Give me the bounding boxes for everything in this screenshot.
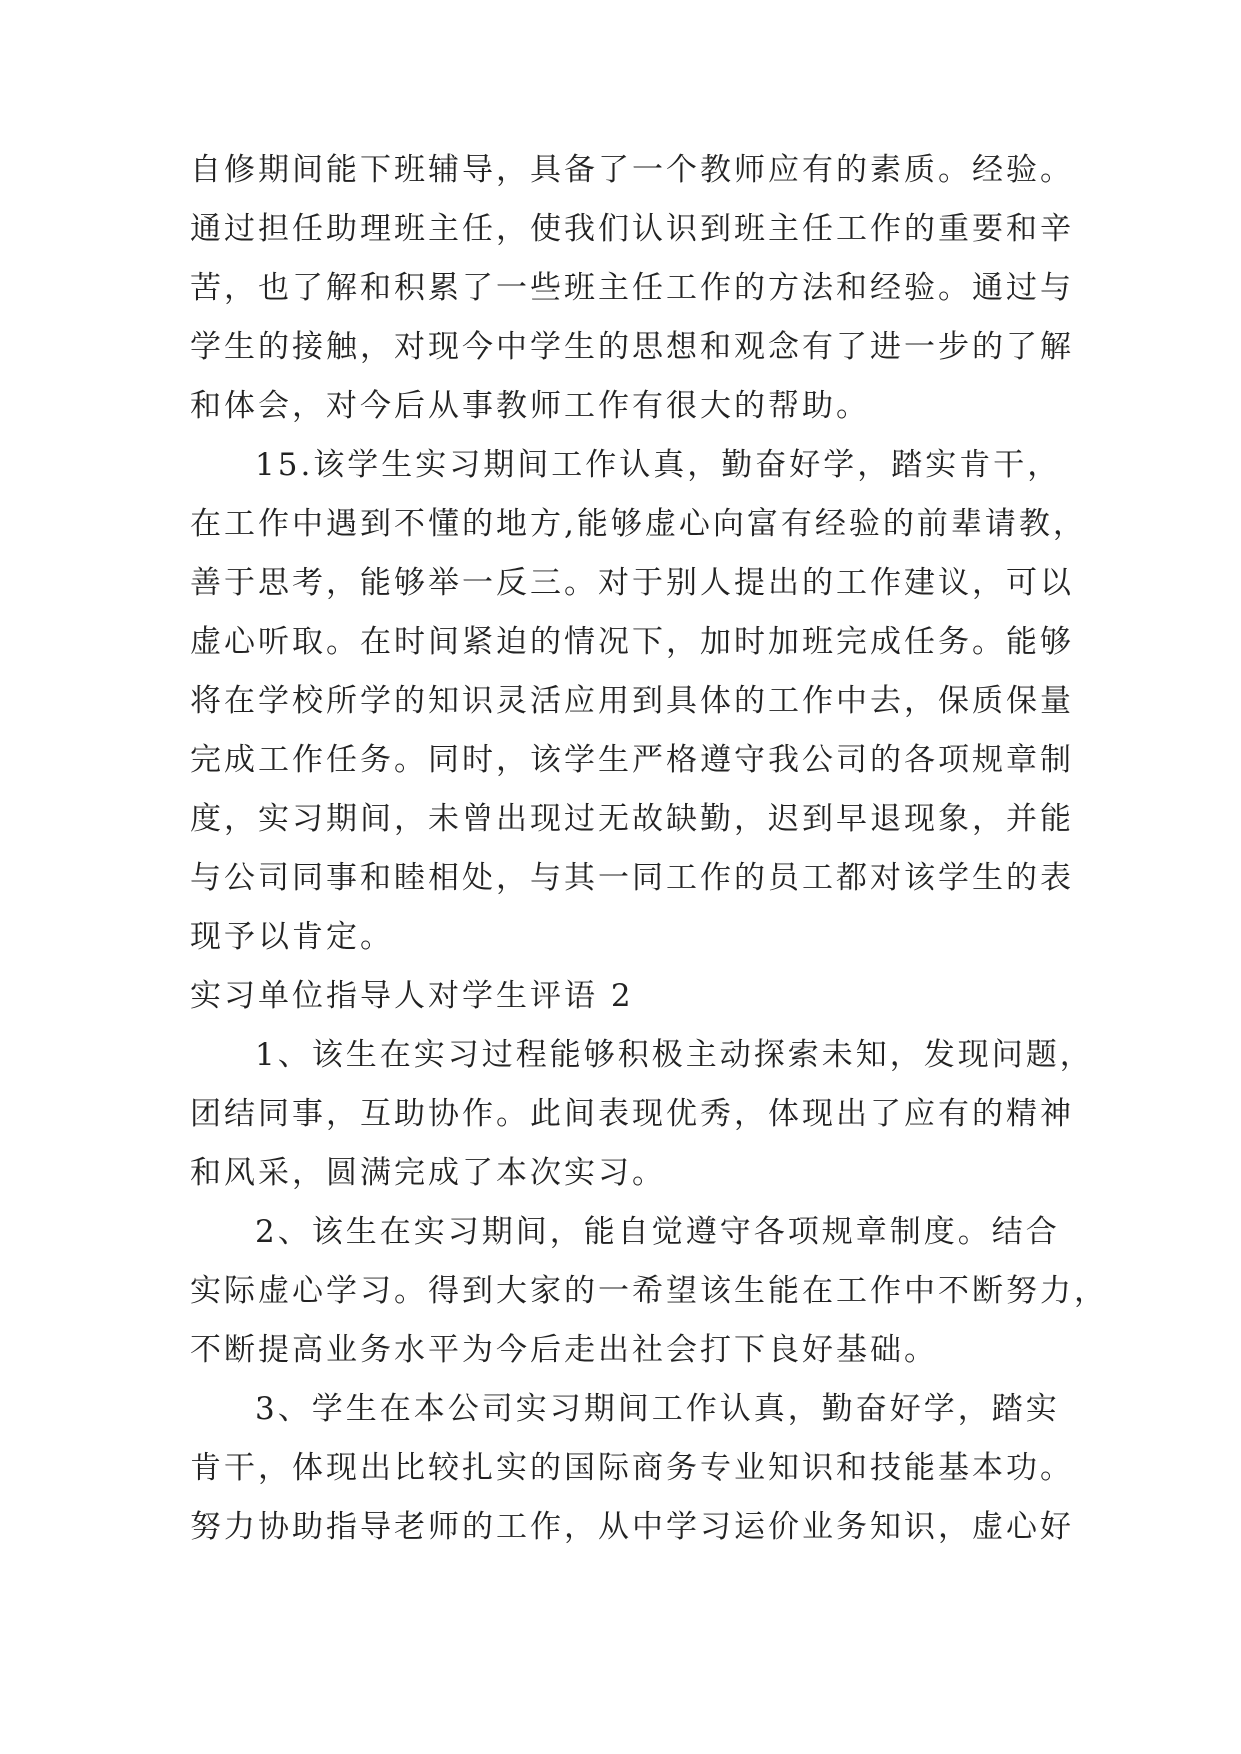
text-line: 肯干，体现出比较扎实的国际商务专业知识和技能基本功。 [190,1450,1074,1486]
text-line: 自修期间能下班辅导，具备了一个教师应有的素质。经验。 [190,152,1074,188]
text-line: 与公司同事和睦相处，与其一同工作的员工都对该学生的表 [190,860,1074,896]
text-line: 实际虚心学习。得到大家的一希望该生能在工作中不断努力， [190,1273,1108,1309]
text-line: 学生的接触，对现今中学生的思想和观念有了进一步的了解 [190,329,1074,365]
paragraph-start-3: 3、学生在本公司实习期间工作认真，勤奋好学，踏实 [255,1391,1060,1427]
text-line: 虚心听取。在时间紧迫的情况下，加时加班完成任务。能够 [190,624,1074,660]
text-line: 现予以肯定。 [190,919,394,955]
text-line: 努力协助指导老师的工作，从中学习运价业务知识，虚心好 [190,1509,1074,1545]
text-line: 不断提高业务水平为今后走出社会打下良好基础。 [190,1332,938,1368]
text-line: 完成工作任务。同时，该学生严格遵守我公司的各项规章制 [190,742,1074,778]
text-line: 在工作中遇到不懂的地方,能够虚心向富有经验的前辈请教， [190,506,1087,542]
paragraph-start-1: 1、该生在实习过程能够积极主动探索未知，发现问题， [255,1037,1094,1073]
section-heading: 实习单位指导人对学生评语 2 [190,978,634,1014]
text-line: 善于思考，能够举一反三。对于别人提出的工作建议，可以 [190,565,1074,601]
paragraph-start-2: 2、该生在实习期间，能自觉遵守各项规章制度。结合 [255,1214,1060,1250]
paragraph-start-15: 15.该学生实习期间工作认真，勤奋好学，踏实肯干， [255,447,1062,483]
text-line: 和风采，圆满完成了本次实习。 [190,1155,666,1191]
text-line: 和体会，对今后从事教师工作有很大的帮助。 [190,388,870,424]
text-line: 度，实习期间，未曾出现过无故缺勤，迟到早退现象，并能 [190,801,1074,837]
text-line: 将在学校所学的知识灵活应用到具体的工作中去，保质保量 [190,683,1074,719]
text-line: 苦，也了解和积累了一些班主任工作的方法和经验。通过与 [190,270,1074,306]
text-line: 团结同事，互助协作。此间表现优秀，体现出了应有的精神 [190,1096,1074,1132]
text-line: 通过担任助理班主任，使我们认识到班主任工作的重要和辛 [190,211,1074,247]
